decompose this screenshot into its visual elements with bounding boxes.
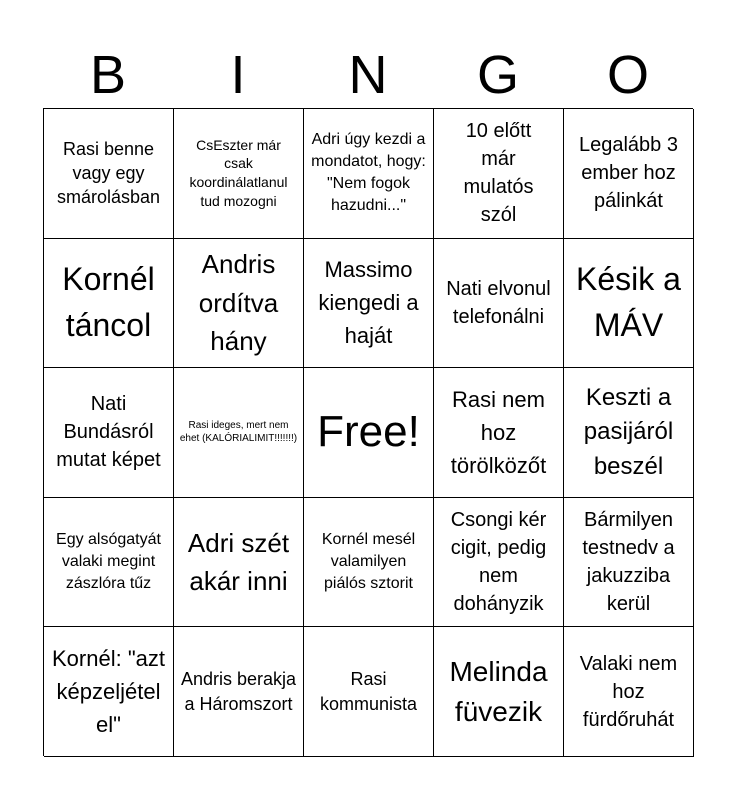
bingo-cell-r3-c3[interactable] — [304, 368, 434, 498]
cell-text: Adri úgy kezdi a mondatot, hogy: "Nem fogok hazudni..." — [311, 131, 426, 215]
bingo-cell-r4-c4[interactable] — [434, 498, 564, 628]
bingo-cell-r3-c5[interactable] — [564, 368, 694, 498]
cell-text: Free! — [317, 407, 420, 457]
cell-text: Andris berakja a Háromszort — [180, 669, 297, 714]
bingo-cell-r1-c5[interactable] — [564, 109, 694, 239]
cell-text: Rasi nem hoz törölközőt — [450, 386, 547, 478]
bingo-cell-r5-c1[interactable] — [44, 627, 174, 757]
cell-text: Keszti a pasijáról beszél — [583, 384, 674, 480]
cell-text: Bármilyen testnedv a jakuzziba kerül — [582, 509, 675, 616]
bingo-cell-r1-c2[interactable] — [174, 109, 304, 239]
bingo-cell-r3-c2[interactable] — [174, 368, 304, 498]
cell-text: Egy alsógatyát valaki megint zászlóra tűz — [56, 530, 161, 593]
bingo-cell-r2-c3[interactable] — [304, 239, 434, 369]
cell-text: Andris ordítva hány — [198, 249, 279, 357]
cell-text: Valaki nem hoz fürdőruhát — [579, 652, 678, 731]
cell-text: Késik a MÁV — [576, 261, 681, 343]
bingo-cell-r2-c2[interactable] — [174, 239, 304, 369]
bingo-cell-r5-c2[interactable] — [174, 627, 304, 757]
bingo-cell-r2-c4[interactable] — [434, 239, 564, 369]
cell-text: 10 előtt már mulatós szól — [463, 120, 534, 227]
cell-text: Rasi benne vagy egy smárolásban — [56, 138, 161, 208]
bingo-cell-r4-c3[interactable] — [304, 498, 434, 628]
bingo-cell-r5-c3[interactable] — [304, 627, 434, 757]
header-letter-i: I — [230, 45, 246, 105]
cell-text: Kornél mesél valamilyen piálós sztorit — [321, 530, 416, 593]
bingo-cell-r1-c4[interactable] — [434, 109, 564, 239]
cell-text: Rasi ideges, mert nem ehet (KALÓRIALIMIT!!!!!!!) — [179, 420, 298, 445]
bingo-cell-r3-c4[interactable] — [434, 368, 564, 498]
header-letter-b: B — [89, 45, 127, 105]
bingo-header — [43, 42, 693, 108]
bingo-cell-r4-c1[interactable] — [44, 498, 174, 628]
cell-text: Adri szét akár inni — [187, 527, 290, 597]
cell-text: Massimo kiengedi a haját — [318, 257, 419, 349]
bingo-cell-r5-c4[interactable] — [434, 627, 564, 757]
cell-text: Legalább 3 ember hoz pálinkát — [579, 134, 678, 213]
cell-text: Melinda füvezik — [449, 656, 548, 727]
cell-text: Kornél táncol — [62, 261, 155, 343]
cell-text: Nati Bundásról mutat képet — [56, 393, 161, 472]
bingo-cell-r4-c2[interactable] — [174, 498, 304, 628]
bingo-cell-r2-c5[interactable] — [564, 239, 694, 369]
cell-text: Csongi kér cigit, pedig nem dohányzik — [450, 509, 547, 616]
cell-text: CsEszter már csak koordinálatlanul tud mozogni — [189, 136, 288, 210]
bingo-cell-r5-c5[interactable] — [564, 627, 694, 757]
header-letter-g: G — [476, 45, 519, 105]
bingo-cell-r3-c1[interactable] — [44, 368, 174, 498]
bingo-cell-r1-c3[interactable] — [304, 109, 434, 239]
bingo-board — [43, 108, 693, 756]
cell-text: Nati elvonul telefonálni — [446, 277, 551, 328]
header-letter-o: O — [606, 45, 649, 105]
bingo-cell-r1-c1[interactable] — [44, 109, 174, 239]
bingo-cell-r2-c1[interactable] — [44, 239, 174, 369]
header-letter-n: N — [348, 45, 388, 105]
cell-text: Rasi kommunista — [319, 669, 418, 714]
bingo-cell-r4-c5[interactable] — [564, 498, 694, 628]
cell-text: Kornél: "azt képzeljétel el" — [52, 646, 165, 738]
